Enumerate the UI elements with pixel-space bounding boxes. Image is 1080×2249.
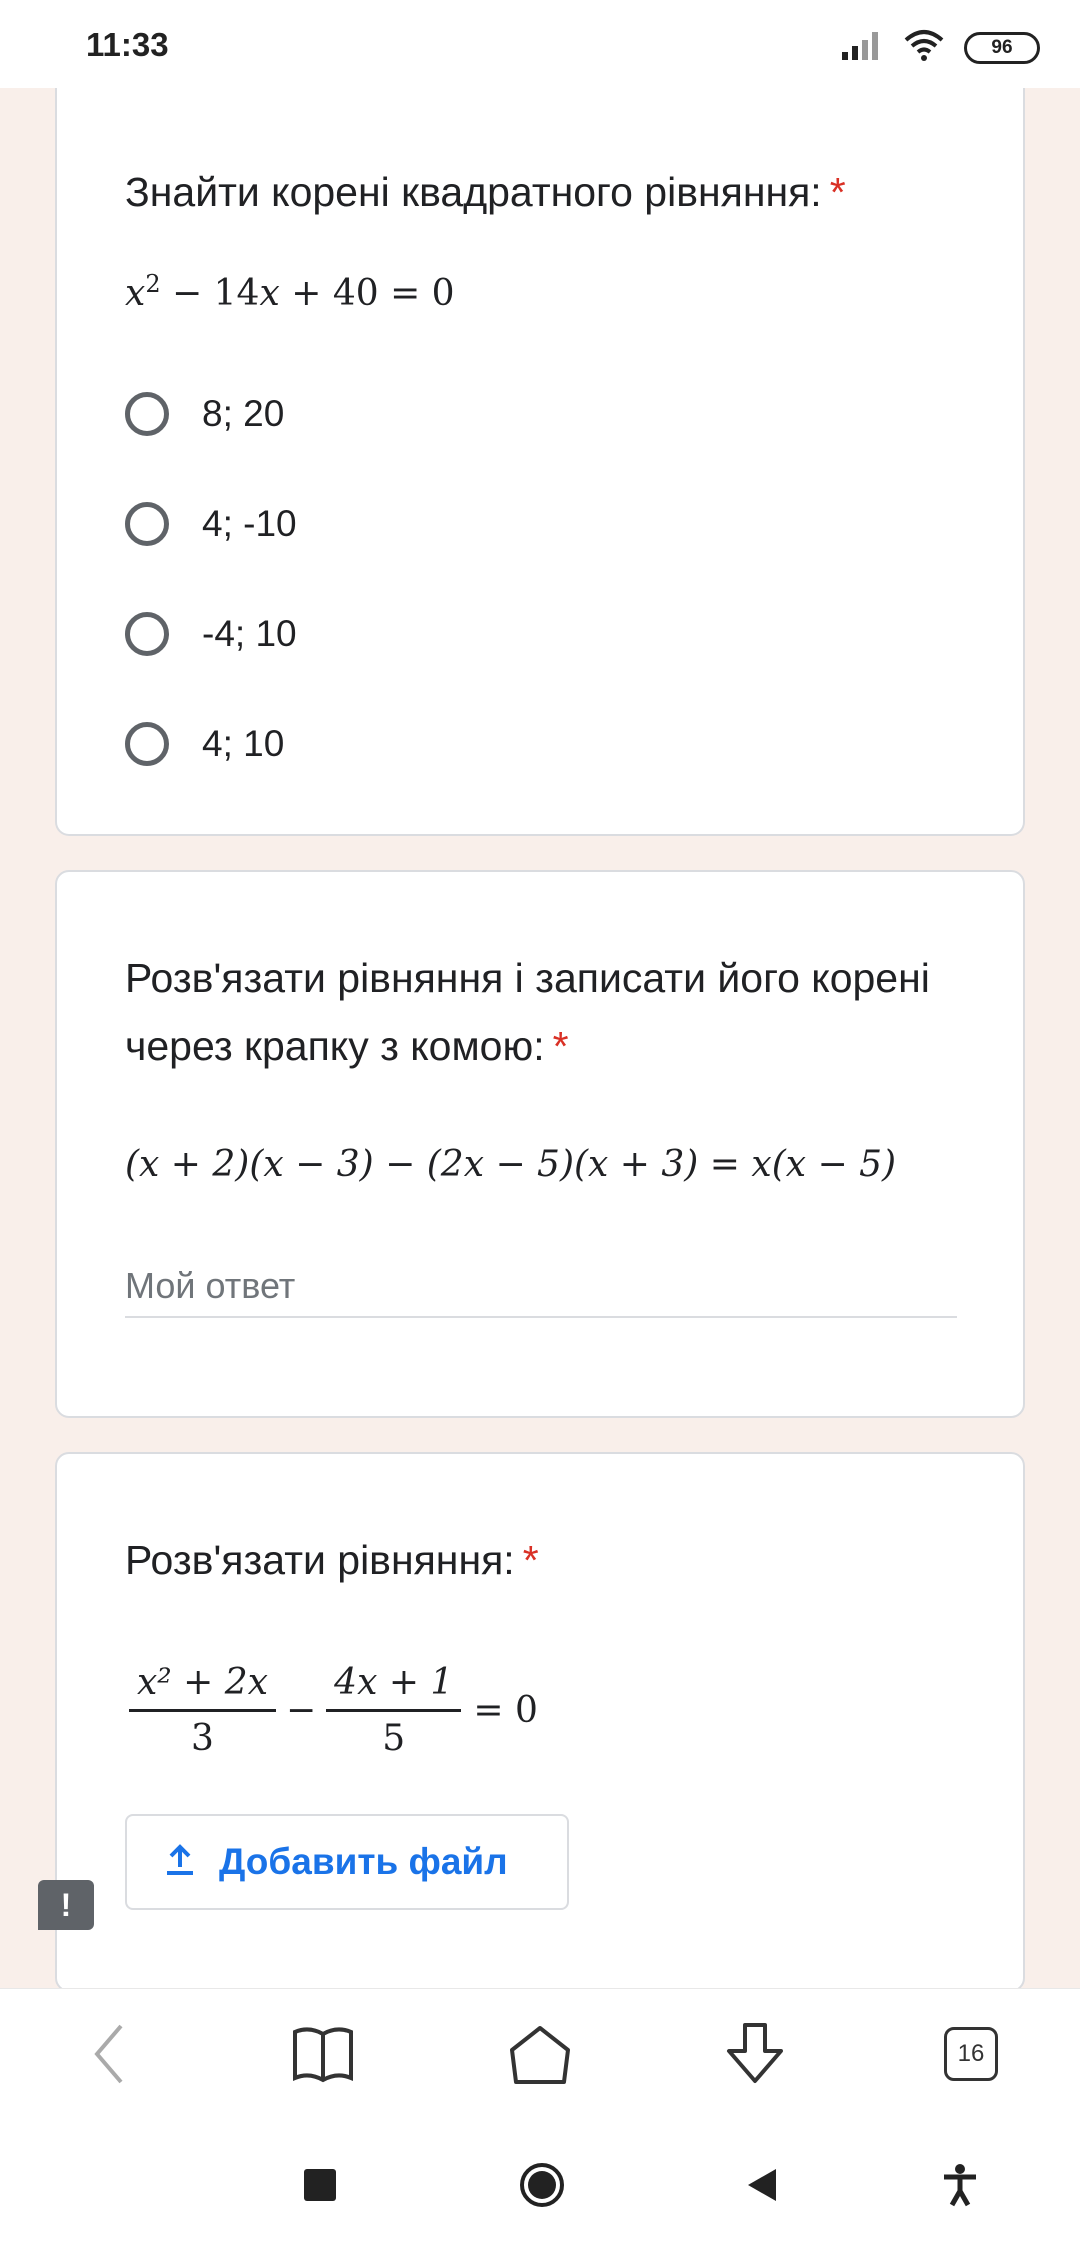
radio-button[interactable] — [125, 392, 169, 436]
required-mark: * — [522, 1537, 539, 1583]
question-equation: $x^2 - 14x + 40 = 0$ — [125, 270, 455, 314]
back-icon[interactable] — [64, 2009, 154, 2099]
tabs-count: 16 — [944, 2027, 998, 2081]
system-home-icon[interactable] — [502, 2145, 582, 2225]
book-icon[interactable] — [278, 2009, 368, 2099]
radio-button[interactable] — [125, 502, 169, 546]
option-label: 4; -10 — [202, 503, 297, 544]
option-row[interactable] — [125, 604, 297, 664]
accessibility-icon[interactable] — [920, 2145, 1000, 2225]
required-mark: * — [829, 169, 846, 215]
battery-icon: 96 — [964, 32, 1040, 64]
fraction-1: $\frac{\text{x² + 2x}}{3}$ — [129, 1662, 276, 1759]
upload-icon — [163, 1843, 197, 1882]
radio-button[interactable] — [125, 722, 169, 766]
wifi-icon — [902, 28, 946, 67]
question-equation: $\frac{\text{x² + 2x}}{3}$ − $\frac{4x + 1}{5}$ = 0 — [125, 1662, 538, 1759]
option-row[interactable] — [125, 714, 284, 774]
download-icon[interactable] — [710, 2009, 800, 2099]
recent-apps-icon[interactable] — [280, 2145, 360, 2225]
home-icon[interactable] — [495, 2009, 585, 2099]
status-icons — [840, 28, 1040, 67]
answer-input[interactable] — [125, 1256, 957, 1318]
option-row[interactable] — [125, 494, 297, 554]
option-label: -4; 10 — [202, 613, 297, 654]
question-card-1 — [55, 60, 1025, 836]
add-file-label: Добавить файл — [219, 1841, 508, 1882]
feedback-icon[interactable]: ! — [38, 1880, 94, 1930]
question-card-3 — [55, 1452, 1025, 1992]
status-time: 11:33 — [86, 26, 169, 63]
question-title: Розв'язати рівняння: * — [125, 1537, 539, 1583]
radio-button[interactable] — [125, 612, 169, 656]
fraction-2: $\frac{4x + 1}{5}$ — [326, 1662, 461, 1759]
question-card-2 — [55, 870, 1025, 1418]
add-file-button[interactable] — [125, 1814, 569, 1910]
required-mark: * — [552, 1023, 569, 1069]
option-label: 8; 20 — [202, 393, 285, 434]
question-title: Знайти корені квадратного рівняння: * — [125, 169, 846, 215]
system-back-icon[interactable] — [722, 2145, 802, 2225]
status-bar — [0, 0, 1080, 88]
system-navigation-bar — [0, 2116, 1080, 2249]
question-title: Розв'язати рівняння і записати його корені через крапку з комою: * — [125, 955, 930, 1069]
option-label: 4; 10 — [202, 723, 285, 764]
option-row[interactable] — [125, 384, 284, 444]
browser-navigation-bar — [0, 1988, 1080, 2117]
tabs-icon[interactable] — [926, 2009, 1016, 2099]
question-equation: (x + 2)(x − 3) − (2x − 5)(x + 3) = x(x − 5) — [125, 1144, 897, 1185]
signal-icon — [840, 28, 884, 67]
